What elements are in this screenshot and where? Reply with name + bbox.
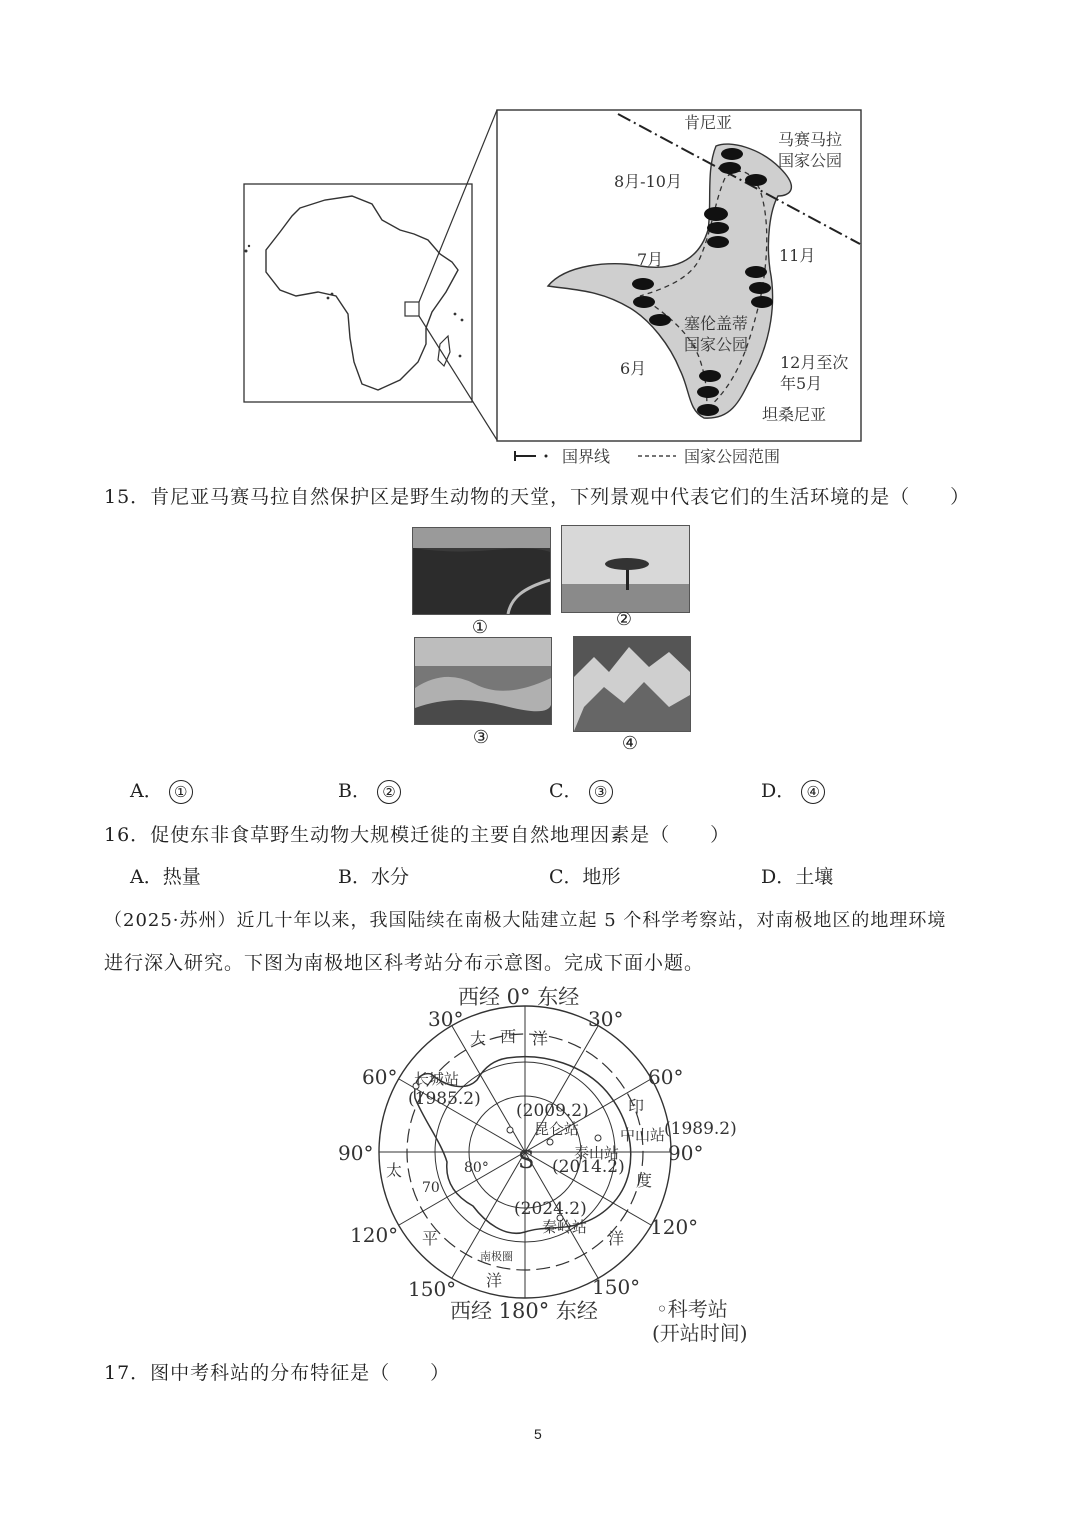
label-jun: 6月 (620, 359, 647, 378)
legend-station: ◦科考站 (656, 1297, 728, 1321)
caption-1: ① (471, 617, 489, 638)
q16-option-a[interactable]: A．热量 (130, 866, 201, 888)
label-zhongshan: 中山站 (620, 1126, 666, 1144)
label-150-w: 150° (408, 1277, 457, 1301)
label-nov: 11月 (779, 246, 816, 265)
label-30-w: 30° (428, 1007, 464, 1031)
label-antarctic-circle: 南极圈 (480, 1250, 513, 1263)
legend-border-label: 国界线 (562, 447, 611, 466)
q15-option-d[interactable]: D． ④ (761, 776, 825, 804)
ocean-atlantic-2: 西 (500, 1027, 517, 1046)
ocean-indian-3: 洋 (608, 1229, 625, 1248)
label-lat-70: 70 (422, 1180, 440, 1196)
photo-rainforest (412, 527, 551, 615)
label-taishan-date: (2014.2) (552, 1157, 625, 1177)
label-60-w: 60° (362, 1065, 398, 1089)
label-aug-oct: 8月-10月 (614, 172, 682, 191)
question-16: 16．促使东非食草野生动物大规模迁徙的主要自然地理因素是（ ） (104, 824, 731, 846)
q15-option-c[interactable]: C． ③ (549, 776, 613, 804)
label-dec-may-1: 12月至次 (780, 353, 849, 372)
label-90-w: 90° (338, 1141, 374, 1165)
q16-option-b[interactable]: B．水分 (338, 866, 409, 888)
ocean-indian-2: 度 (636, 1171, 653, 1190)
label-jul: 7月 (637, 250, 664, 269)
q16-option-c[interactable]: C．地形 (549, 866, 621, 888)
label-kunlun: 昆仑站 (534, 1120, 580, 1138)
label-dec-may-2: 年5月 (780, 374, 823, 393)
label-kenya: 肯尼亚 (684, 113, 733, 132)
caption-2: ② (615, 609, 633, 630)
ocean-atlantic-3: 洋 (532, 1029, 549, 1048)
label-serengeti-1: 塞伦盖蒂 (684, 314, 749, 333)
label-150-e: 150° (592, 1275, 641, 1299)
ocean-pacific-1: 太 (386, 1161, 403, 1180)
label-qinling: 秦岭站 (542, 1218, 588, 1236)
legend-open-date: (开站时间) (652, 1321, 748, 1345)
ocean-pacific-3: 洋 (486, 1271, 503, 1290)
caption-3: ③ (472, 727, 490, 748)
label-bottom-meridian: 西经 180° 东经 (450, 1299, 598, 1323)
label-serengeti-2: 国家公园 (684, 335, 749, 354)
label-tanzania: 坦桑尼亚 (762, 405, 827, 424)
label-top-meridian: 西经 0° 东经 (458, 985, 580, 1009)
label-30-e: 30° (588, 1007, 624, 1031)
intro-line-1: （2025·苏州）近几十年以来，我国陆续在南极大陆建立起 5 个科学考察站，对南极地区的地理环境 (104, 910, 947, 931)
q15-option-a[interactable]: A． ① (130, 776, 193, 804)
antarctica-map (330, 982, 790, 1352)
photo-mountains (573, 636, 691, 732)
label-60-e: 60° (648, 1065, 684, 1089)
africa-inset-frame (244, 184, 472, 402)
page-number: 5 (534, 1426, 542, 1442)
photo-desert (414, 637, 552, 725)
label-qinling-date: (2024.2) (514, 1199, 587, 1219)
label-masai-mara-2: 国家公园 (778, 151, 843, 170)
label-lat-80: 80° (464, 1160, 489, 1176)
label-120-w: 120° (350, 1223, 399, 1247)
label-120-e: 120° (650, 1215, 699, 1239)
label-90-e: 90° (668, 1141, 704, 1165)
legend-park-label: 国家公园范围 (684, 447, 781, 466)
ocean-pacific-2: 平 (422, 1229, 439, 1248)
q15-option-b[interactable]: B． ② (338, 776, 401, 804)
caption-4: ④ (621, 733, 639, 754)
intro-line-2: 进行深入研究。下图为南极地区科考站分布示意图。完成下面小题。 (104, 952, 705, 974)
label-changcheng: 长城站 (414, 1070, 460, 1088)
ocean-indian-1: 印 (628, 1097, 645, 1116)
question-15: 15．肯尼亚马赛马拉自然保护区是野生动物的天堂，下列景观中代表它们的生活环境的是（ ） (104, 486, 971, 508)
question-17: 17．图中考科站的分布特征是（ ） (104, 1362, 451, 1384)
label-masai-mara-1: 马赛马拉 (778, 130, 843, 149)
q16-option-d[interactable]: D．土壤 (761, 866, 834, 888)
label-kunlun-date: (2009.2) (516, 1101, 589, 1121)
label-changcheng-date: (1985.2) (408, 1089, 481, 1109)
ocean-atlantic-1: 大 (470, 1029, 487, 1048)
label-taishan: 泰山站 (574, 1144, 620, 1162)
photo-savanna (561, 525, 690, 613)
label-south-pole: S (518, 1146, 535, 1174)
label-zhongshan-date: (1989.2) (664, 1119, 737, 1139)
migration-map (0, 0, 1080, 470)
